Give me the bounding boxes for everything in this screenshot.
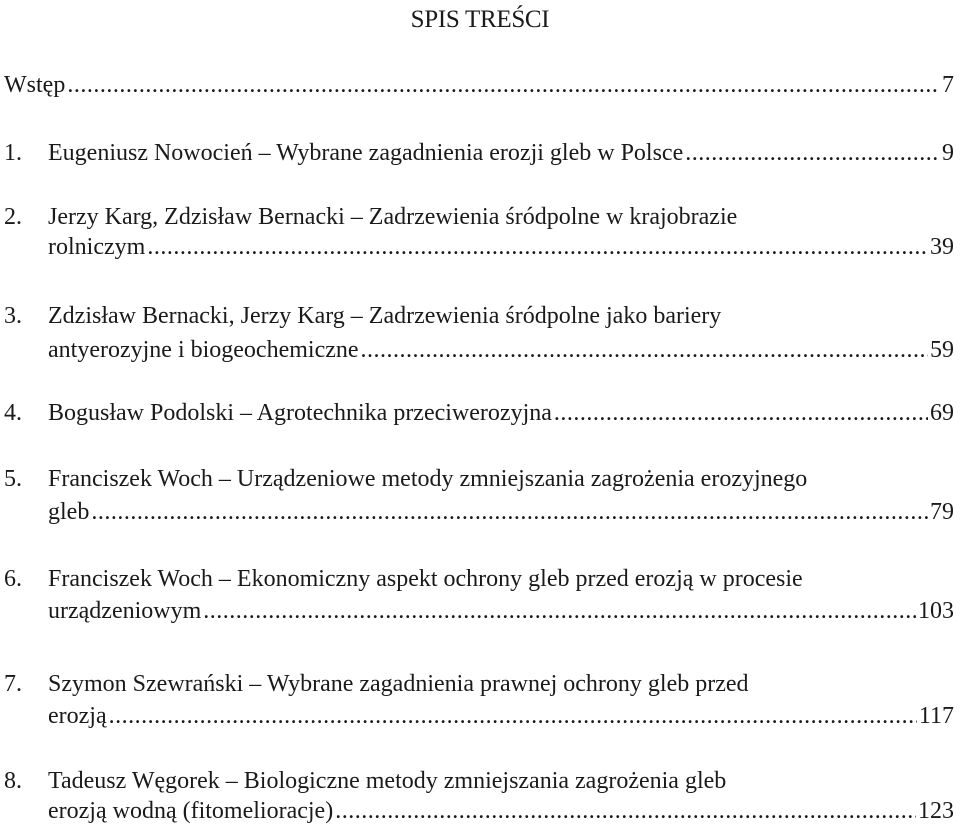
toc-entry-line xyxy=(4,301,954,331)
toc-leader-line xyxy=(4,335,954,365)
toc-entry-title: Franciszek Woch – Ekonomiczny aspekt ochrony gleb przed erozją w procesie xyxy=(48,566,803,592)
dot-leader xyxy=(335,796,916,826)
toc-entry xyxy=(4,766,954,826)
toc-page-number: 59 xyxy=(930,337,954,363)
toc-page-number: 79 xyxy=(930,499,954,525)
toc-entry-title-cont: antyerozyjne i biogeochemiczne xyxy=(48,337,359,363)
toc-intro xyxy=(4,70,954,100)
toc-entry-title: Szymon Szewrański – Wybrane zagadnienia prawnej ochrony gleb przed xyxy=(48,671,749,697)
toc-entry-title: Franciszek Woch – Urządzeniowe metody zmniejszania zagrożenia erozyjnego xyxy=(48,466,808,492)
toc-entry xyxy=(4,464,954,527)
toc-entry-number: 1. xyxy=(4,140,22,166)
toc-leader-line xyxy=(4,497,954,527)
dot-leader xyxy=(361,335,928,365)
toc-entry-title: Tadeusz Węgorek – Biologiczne metody zmniejszania zagrożenia gleb xyxy=(48,768,727,794)
toc-page-number: 9 xyxy=(942,140,954,166)
toc-entry xyxy=(4,564,954,626)
toc-entry xyxy=(4,202,954,262)
toc-entry-number: 5. xyxy=(4,466,22,492)
toc-intro-label: Wstęp xyxy=(4,72,66,98)
toc-entry xyxy=(4,669,954,731)
toc-page-number: 7 xyxy=(942,72,954,98)
toc-entry-number: 4. xyxy=(4,400,22,426)
toc-entry-title-cont: erozją wodną (fitomelioracje) xyxy=(48,798,334,824)
toc-entry xyxy=(4,398,954,428)
toc-entry-line xyxy=(4,464,954,494)
dot-leader xyxy=(91,497,928,527)
dot-leader xyxy=(109,701,917,731)
toc-page-number: 103 xyxy=(918,598,954,624)
toc-entry xyxy=(4,138,954,168)
dot-leader xyxy=(67,70,940,100)
toc-leader-line xyxy=(4,138,954,168)
toc-page-number: 39 xyxy=(930,234,954,260)
toc-entry-title: Jerzy Karg, Zdzisław Bernacki – Zadrzewienia śródpolne w krajobrazie xyxy=(48,204,738,230)
toc-entry-number: 6. xyxy=(4,566,22,592)
toc-entry-title-cont: erozją xyxy=(48,703,107,729)
dot-leader xyxy=(554,398,928,428)
toc-entry-title: Eugeniusz Nowocień – Wybrane zagadnienia erozji gleb w Polsce xyxy=(48,140,684,166)
toc-leader-line xyxy=(4,596,954,626)
toc-entry-title: Bogusław Podolski – Agrotechnika przeciwerozyjna xyxy=(48,400,552,426)
dot-leader xyxy=(203,596,916,626)
toc-entry-title-cont: gleb xyxy=(48,499,90,525)
toc-leader-line xyxy=(4,70,954,100)
toc-entry-title-cont: rolniczym xyxy=(48,234,146,260)
toc-entry-line xyxy=(4,202,954,232)
dot-leader xyxy=(685,138,940,168)
toc-entry-number: 2. xyxy=(4,204,22,230)
page-title: SPIS TREŚCI xyxy=(410,6,550,33)
toc-entry-number: 3. xyxy=(4,303,22,329)
toc-leader-line xyxy=(4,398,954,428)
toc-leader-line xyxy=(4,232,954,262)
toc-entry-number: 7. xyxy=(4,671,22,697)
toc-entry-line xyxy=(4,564,954,594)
toc-leader-line xyxy=(4,796,954,826)
toc-page-number: 69 xyxy=(930,400,954,426)
toc-entry-title: Zdzisław Bernacki, Jerzy Karg – Zadrzewienia śródpolne jako bariery xyxy=(48,303,722,329)
toc-entry-line xyxy=(4,766,954,796)
dot-leader xyxy=(147,232,928,262)
toc-entry-title-cont: urządzeniowym xyxy=(48,598,202,624)
toc-leader-line xyxy=(4,701,954,731)
toc-entry xyxy=(4,301,954,365)
toc-page-number: 117 xyxy=(918,703,954,729)
toc-entry-number: 8. xyxy=(4,768,22,794)
toc-page-number: 123 xyxy=(918,798,954,824)
toc-entry-line xyxy=(4,669,954,699)
